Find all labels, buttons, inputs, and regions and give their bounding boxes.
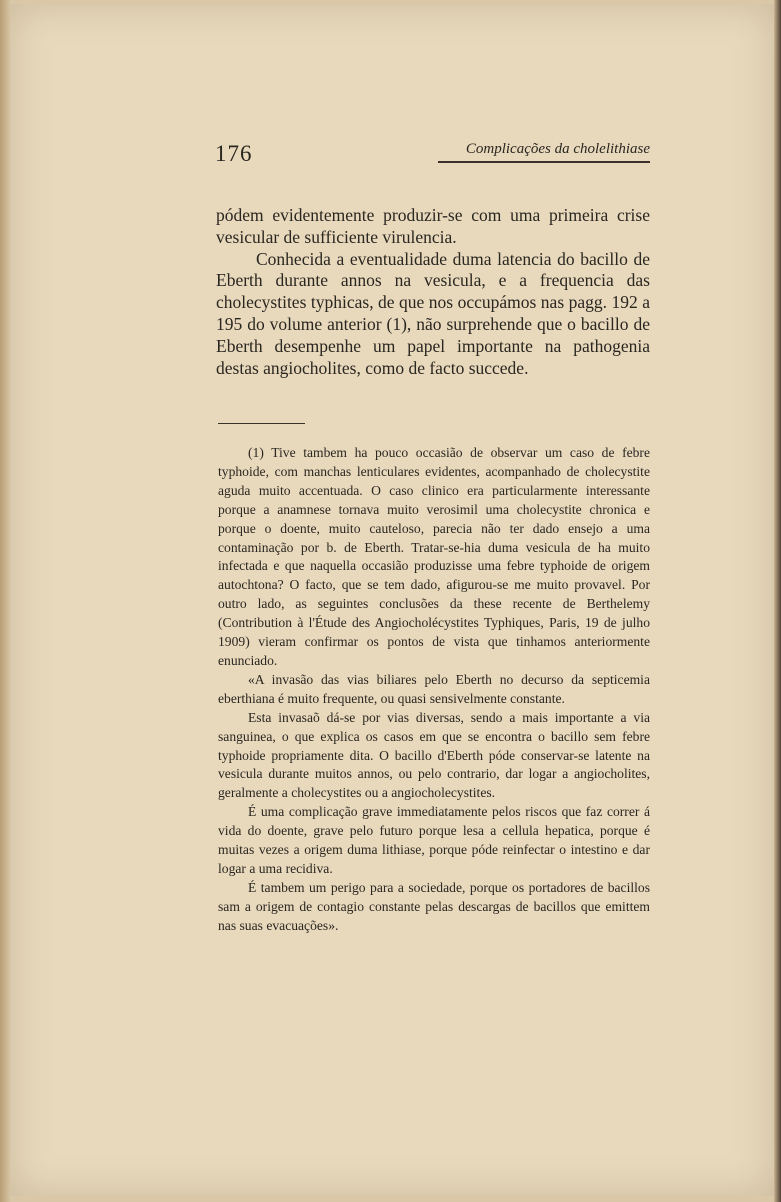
footnote-quote-paragraph-1: «A invasão das vias biliares pelo Eberth no decurso da septicemia eberthiana é muito frequente, ou quasi sensivelmente constante.	[218, 671, 650, 706]
footnote-paragraph-1: (1) Tive tambem ha pouco occasião de observar um caso de febre typhoide, com manchas lenticulares evidentes, acompanhado de cholecystite aguda muito accentuada. O caso clinico era particularmente interessante porque a anamnese tornava muito verosimil uma cholecystite chronica e porque o doente, muito cauteloso, parecia não ter dado ensejo a uma contaminação por b. de Eberth. Tratar-se-hia duma vesicula de ha muito infectada e que naquella occasião produzisse uma febre typhoide de origem autochtona? O facto, que se tem dado, afigurou-se me muito provavel. Por outro lado, as seguintes conclusões da these recente de Berthelemy (Contribution à l'Étude des Angiocholécystites Typhiques, Paris, 19 de julho 1909) vieram confirmar os pontos de vista que tinhamos anteriormente enunciado.	[218, 445, 650, 668]
main-text	[216, 205, 650, 379]
running-head: Complicações da cholelithiase	[438, 141, 650, 163]
page-number: 176	[215, 141, 253, 166]
page-left-edge	[0, 0, 10, 1202]
footnote-quote-paragraph-2: Esta invasaõ dá-se por vias diversas, sendo a mais importante a via sanguinea, o que explica os casos em que se encontra o bacillo sem febre typhoide propriamente dita. O bacillo d'Eberth póde conservar-se latente na vesicula durante muitos annos, ou pelo contrario, dar logar a angiocholites, geralmente a cholecystites ou a angiocholecystites.	[218, 709, 650, 801]
footnote	[218, 444, 650, 936]
footnote-rule	[218, 423, 305, 424]
page-right-edge	[774, 0, 781, 1202]
body-paragraph-1: pódem evidentemente produzir-se com uma primeira crise vesicular de sufficiente virulencia.	[216, 205, 650, 247]
body-paragraph-2: Conhecida a eventualidade duma latencia do bacillo de Eberth durante annos na vesicula, e a frequencia das cholecystites typhicas, de que nos occupámos nas pagg. 192 a 195 do volume anterior (1), não surprehende que o bacillo de Eberth desempenhe um papel importante na pathogenia destas angiocholites, como de facto succede.	[216, 248, 650, 378]
footnote-quote-paragraph-3: É uma complicação grave immediatamente pelos riscos que faz correr á vida do doente, grave pelo futuro porque lesa a cellula hepatica, porque é muitas vezes a origem duma lithiase, porque póde reinfectar o intestino e dar logar a uma recidiva.	[218, 804, 650, 876]
footnote-quote-paragraph-4: É tambem um perigo para a sociedade, porque os portadores de bacillos sam a origem de contagio constante pelas descargas de bacillos que emittem nas suas evacuações».	[218, 879, 650, 933]
